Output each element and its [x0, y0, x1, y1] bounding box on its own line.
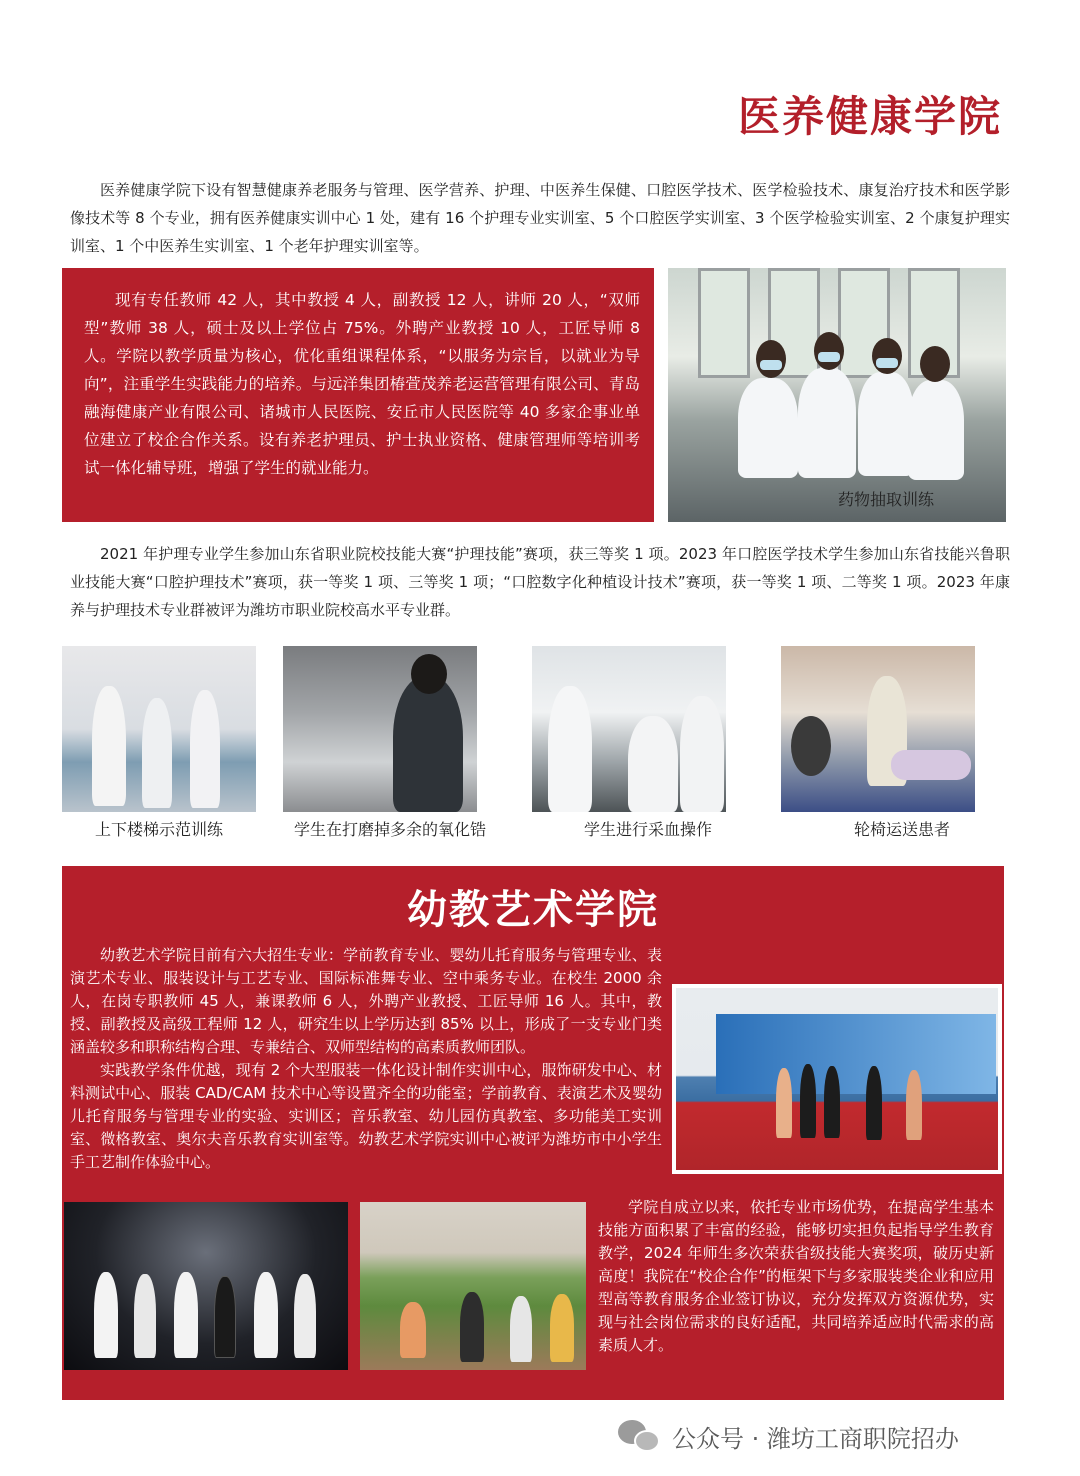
faculty-panel — [62, 268, 654, 522]
caption-wheelchair: 轮椅运送患者 — [853, 820, 950, 839]
section2-para1: 幼教艺术学院目前有六大招生专业：学前教育专业、婴幼儿托育服务与管理专业、表演艺术专业、服装设计与工艺专业、国际标准舞专业、空中乘务专业。在校生 2000 余人，在岗专职教师 45 人，兼课教师 6 人，外聘产业教授、工匠导师 16 人。其中，教授、副教授及高级工程师 12 人，研究生以上学历达到 85% 以上，形成了一支专业门类涵盖较多和职称结构合理、专兼结合、双师型结构的高素质教师团队。 — [70, 946, 662, 1056]
faculty-text: 现有专任教师 42 人，其中教授 4 人，副教授 12 人，讲师 20 人，“双师型”教师 38 人，硕士及以上学位占 75%。外聘产业教授 10 人，工匠导师 8 人。学院以教学质量为核心，优化重组课程体系，“以服务为宗旨，以就业为导向”，注重学生实践能力的培养。与远洋集团椿萱茂养老运营管理有限公司、青岛融海健康产业有限公司、诸城市人民医院、安丘市人民医院等 40 多家企事业单位建立了校企合作关系。设有养老护理员、护士执业资格、健康管理师等培训考试一体化辅导班，增强了学生的就业能力。 — [84, 291, 640, 477]
blood-collection-photo — [532, 646, 726, 812]
section2-para2: 实践教学条件优越，现有 2 个大型服装一体化设计制作实训中心，服饰研发中心、材料测试中心、服装 CAD/CAM 技术中心等设置齐全的功能室；学前教育、表演艺术及婴幼儿托育服务与管理专业的实验、实训区；音乐教室、幼儿园仿真教室、多功能美工实训室、微格教室、奥尔夫音乐教育实训室等。幼教艺术学院实训中心被评为潍坊市中小学生手工艺制作体验中心。 — [70, 1061, 662, 1171]
children-drama-photo — [360, 1202, 586, 1370]
stairs-training-photo — [62, 646, 256, 812]
wheelchair-transport-photo — [781, 646, 975, 812]
section1-awards: 2021 年护理专业学生参加山东省职业院校技能大赛“护理技能”赛项，获三等奖 1 项。2023 年口腔医学技术学生参加山东省技能兴鲁职业技能大赛“口腔护理技术”赛项，获一等奖 1 项、三等奖 1 项；“口腔数字化种植设计技术”赛项，获一等奖 1 项、二等奖 1 项。2023 年康养与护理技术专业群被评为潍坊市职业院校高水平专业群。 — [70, 545, 1010, 619]
caption-zirconia: 学生在打磨掉多余的氧化锆 — [293, 820, 486, 839]
drug-extraction-caption: 药物抽取训练 — [837, 490, 934, 509]
section2-para3: 学院自成立以来，依托专业市场优势，在提高学生基本技能方面积累了丰富的经验，能够切实担负起指导学生教育教学，2024 年师生多次荣获省级技能大赛奖项，破历史新高度！我院在“校企合作”的框架下与多家服装类企业和应用型高等教育服务企业签订协议，充分发挥双方资源优势，实现与社会岗位需求的良好适配，共同培养适应时代需求的高素质人才。 — [598, 1198, 994, 1354]
footer-account — [618, 1416, 959, 1456]
drug-extraction-photo — [668, 268, 1006, 522]
footer-account-text: 公众号 · 潍坊工商职院招办 — [672, 1424, 959, 1453]
wechat-icon — [618, 1418, 662, 1454]
section1-title: 医养健康学院 — [737, 92, 1002, 141]
polishing-zirconia-photo — [283, 646, 477, 812]
dance-competition-photo — [672, 984, 1002, 1174]
section2-title: 幼教艺术学院 — [407, 887, 659, 933]
caption-stairs: 上下楼梯示范训练 — [94, 820, 223, 839]
stage-performance-photo — [64, 1202, 348, 1370]
section1-intro: 医养健康学院下设有智慧健康养老服务与管理、医学营养、护理、中医养生保健、口腔医学技术、医学检验技术、康复治疗技术和医学影像技术等 8 个专业，拥有医养健康实训中心 1 处，建有 16 个护理专业实训室、5 个口腔医学实训室、3 个医学检验实训室、2 个康复护理实训室、1 个中医养生实训室、1 个老年护理实训室等。 — [70, 181, 1010, 255]
caption-blood: 学生进行采血操作 — [583, 820, 712, 839]
section2-text — [70, 944, 662, 1174]
